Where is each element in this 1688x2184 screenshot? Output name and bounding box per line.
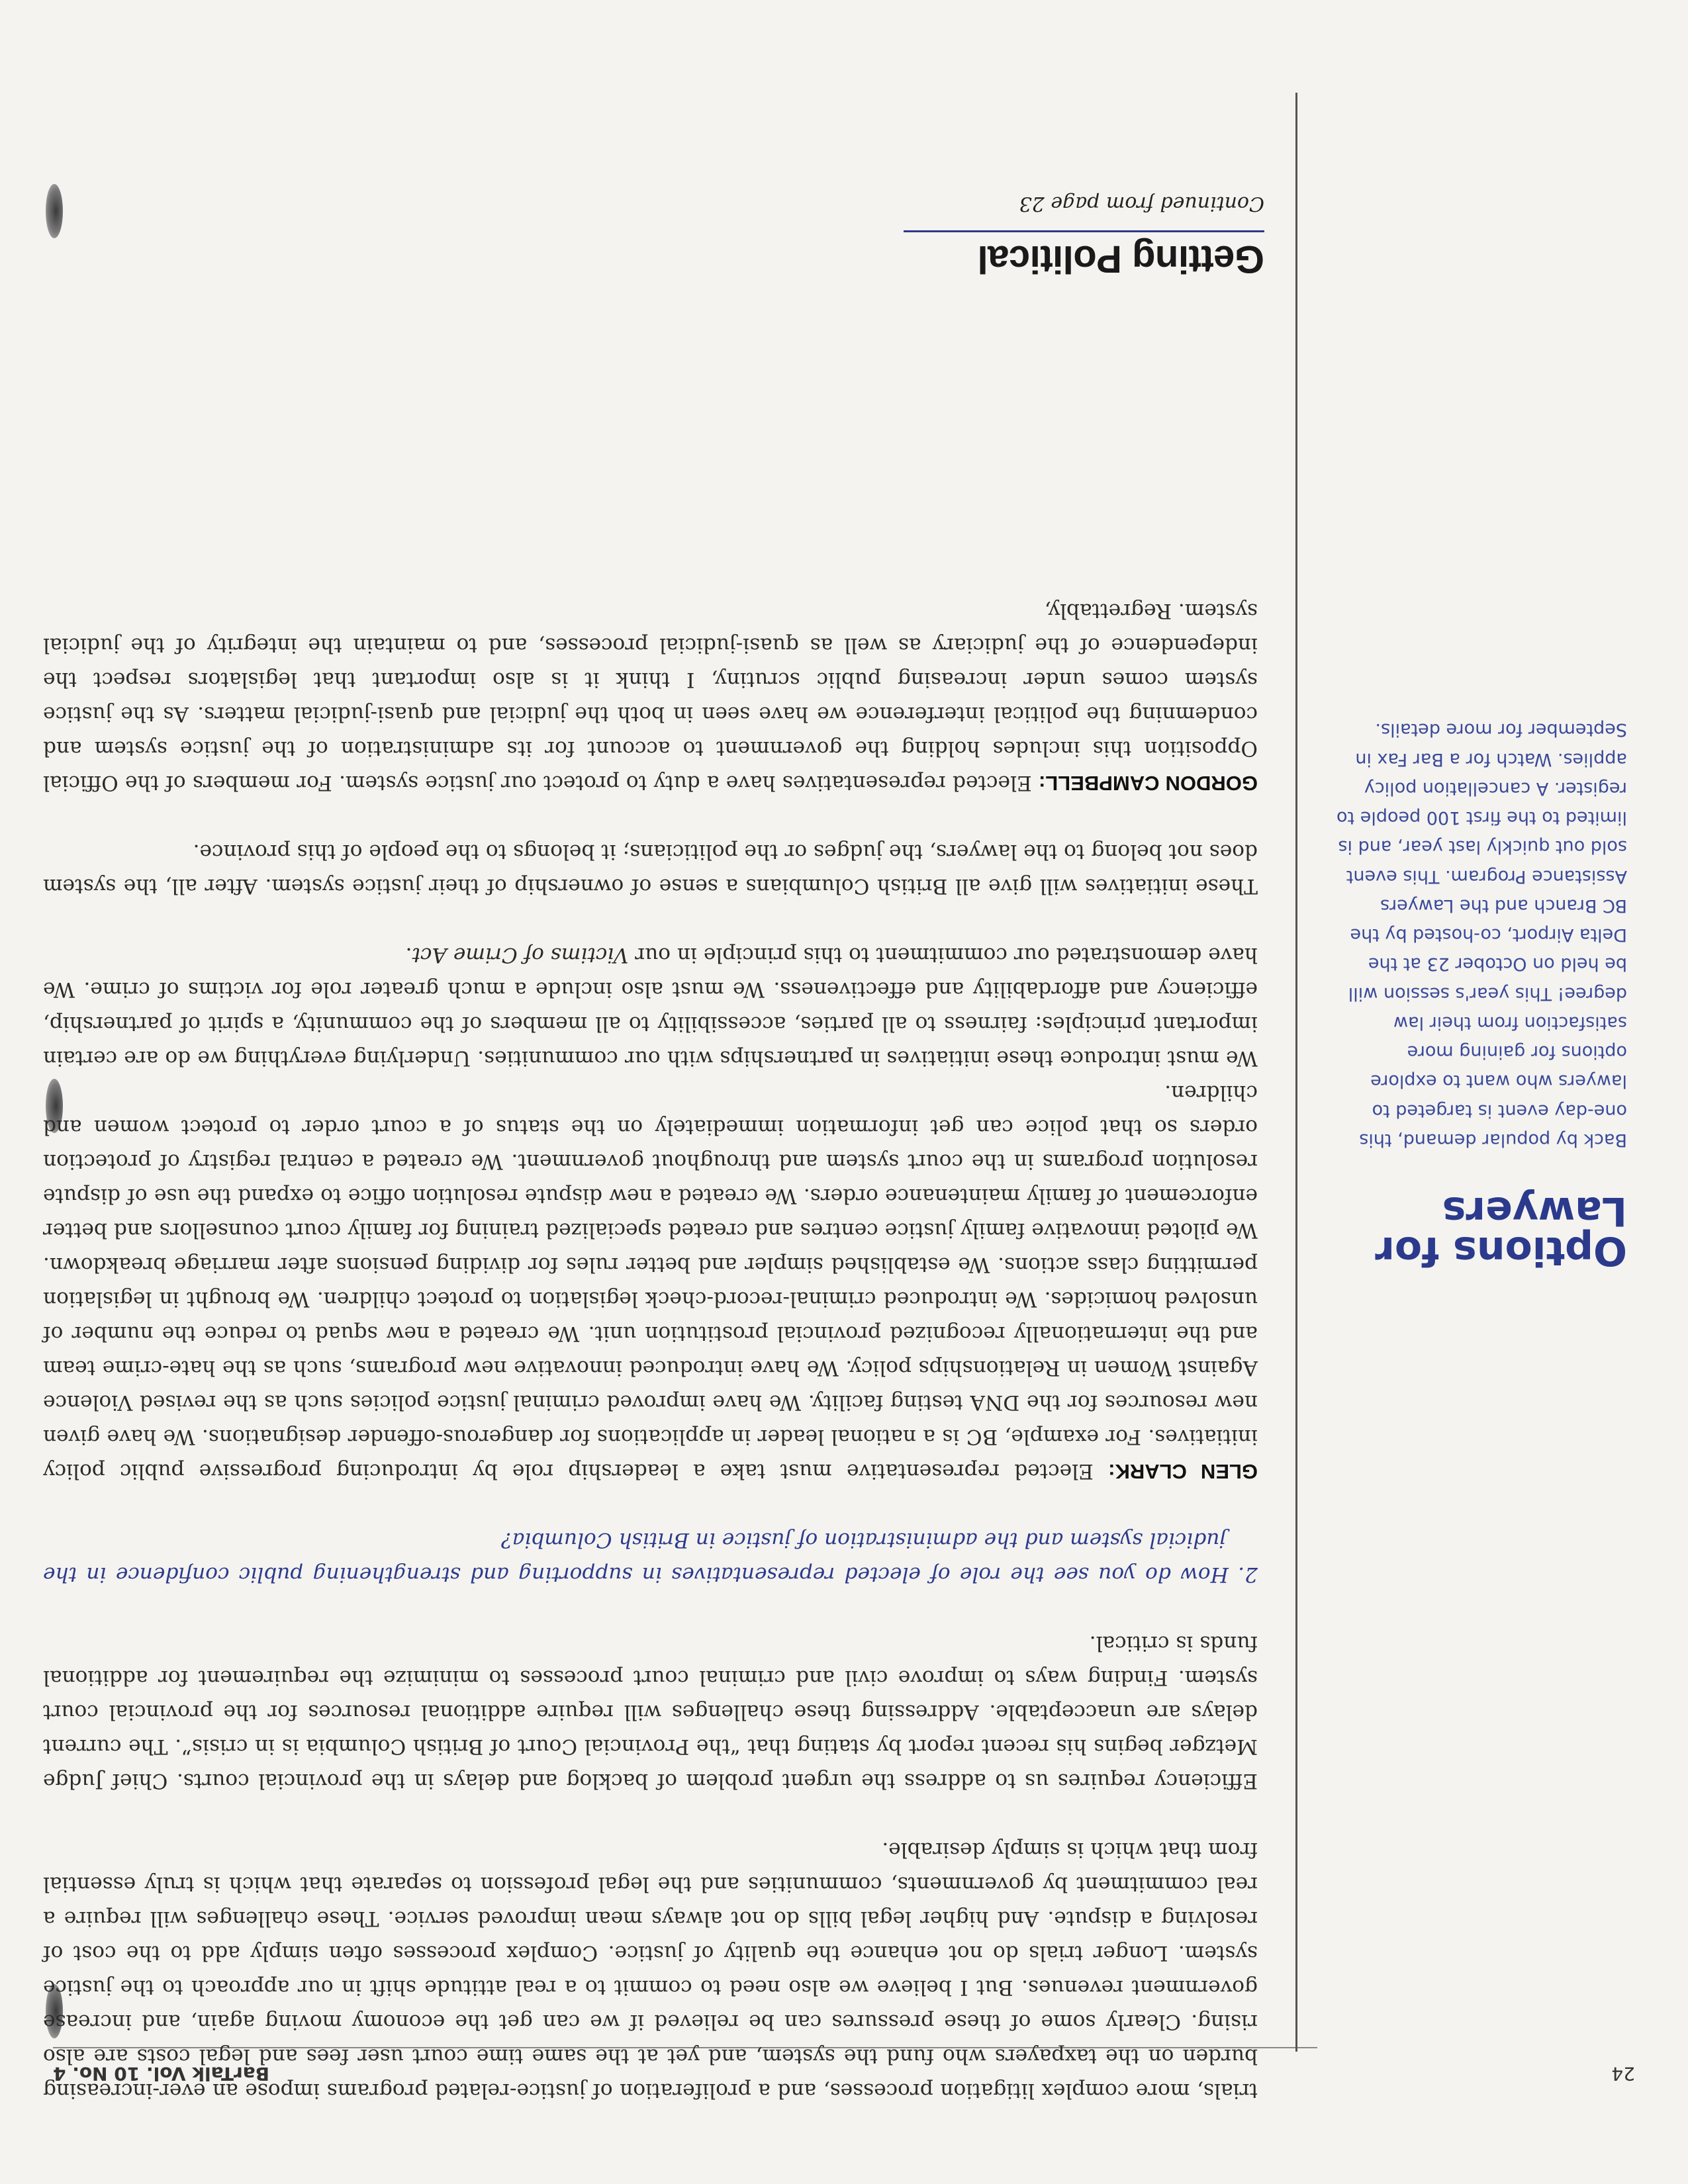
article-heading [73,192,1264,281]
paragraph: Efficiency requires us to address the urgent problem of backlog and delays in the provincial courts. Chief Judge Metzger begins his recent report by stating that “the Provincial Court of British Columbia is in crisis”. The current delays are unacceptable. Addressing these challenges will require additional resources for the provincial court system. Finding ways to improve civil and criminal court processes to minimize the requirement for additional funds is critical. [43,1631,1258,1793]
binder-hole [46,184,63,238]
answer-paragraph [43,594,1258,800]
article-title: Getting Political [978,238,1264,281]
paragraph-text: We must introduce these initiatives in partnerships with our communities. Underlying everything we do are certain important principles: fairness to all parties, accessibility to all members of the community, a spirit of partnership, efficiency and affordability and effectiveness. We must also include a much greater role for victims of crime. We have demonstrated our commitment to this principle in our [43,943,1258,1070]
interview-question: 2. How do you see the role of elected representatives in supporting and strengthening public confidence in the judicial system and the administration of justice in British Columbia? [43,1528,1258,1586]
article-body [43,594,1258,2108]
answer-text: Elected representatives have a duty to protect our justice system. For members of the Official Opposition this includes holding the government to account for its administration of the justice system and condemning the political interference we have seen in both the judicial and quasi-judicial matters. As the justice system comes under increasing public scrutiny, I think it is also important that legislators respect the independence of the judiciary as well as quasi-judicial processes, and to maintain the integrity of the judicial system. Regrettably, [43,599,1258,795]
answer-text: Elected representative must take a leadership role by introducing progressive public policy initiatives. For example, BC is a national leader in applications for dangerous-offender designations. We have given new resources for the DNA testing facility. We have improved criminal justice policies such as the revised Violence Against Women in Relationships policy. We have introduced innovative new programs, such as the hate-crime team and the internationally recognized provincial prostitution unit. We created a new squad to reduce the number of unsolved homicides. We introduced criminal-record-check legislation to protect children. We brought in legislation permitting class actions. We established simpler and better rules for dividing pensions after marriage breakdown. We piloted innovative family justice centres and created specialized training for family court counsellors and better enforcement of family maintenance orders. We created a new dispute resolution office to expand the use of dispute resolution programs in the court system and throughout government. We created a central registry of protection orders so that police can get information immediately on the status of a court order to protect women and children. [43,1081,1258,1483]
continued-note: Continued from page 23 [1019,192,1264,215]
paragraph-end: . [405,943,412,967]
act-title: Victims of Crime Act [412,943,629,967]
speaker-name: GLEN CLARK: [1108,1460,1258,1483]
publication-title: BarTalk Vol. 10 No. 4 [53,2063,270,2085]
column-divider [1295,93,1297,2052]
answer-paragraph [43,1075,1258,1488]
sidebar-notice [1336,715,1627,1274]
paragraph: trials, more complex litigation processes, and a proliferation of justice-related programs impose an ever-increasing burden on the taxpayers who fund the system, and yet at the same time court user fees and legal costs are also rising. Clearly some of these pressures can be relieved if we can get the economy moving again, and increase government revenues. But I believe we also need to commit to a real attitude shift in our approach to the justice system. Longer trials do not enhance the quality of justice. Complex processes often simply add to the cost of resolving a dispute. And higher legal bills do not always mean improved service. These challenges will require a real commitment by governments, communities and the legal profession to separate that which is truly essential from that which is simply desirable. [43,1838,1258,2103]
title-underline [904,230,1264,232]
page-number: 24 [1611,2063,1635,2085]
sidebar-body: Back by popular demand, this one-day event is targeted to lawyers who want to explore options for gaining more satisfaction from their law degree! This year's session will be held on October 23 at the Delta Airport, co-hosted by the BC Branch and the Lawyers Assistance Program. This event sold out quickly last year, and is limited to the first 100 people to register. A cancellation policy applies. Watch for a Bar Fax in September for more details. [1336,719,1627,1150]
speaker-name: GORDON CAMPBELL: [1038,772,1258,795]
sidebar-title: Options for Lawyers [1375,1188,1627,1274]
paragraph: These initiatives will give all British Columbians a sense of ownership of their justice system. After all, the system does not belong to the lawyers, the judges or the politicians; it belongs to the people of this province. [43,840,1258,898]
paragraph [43,938,1258,1075]
